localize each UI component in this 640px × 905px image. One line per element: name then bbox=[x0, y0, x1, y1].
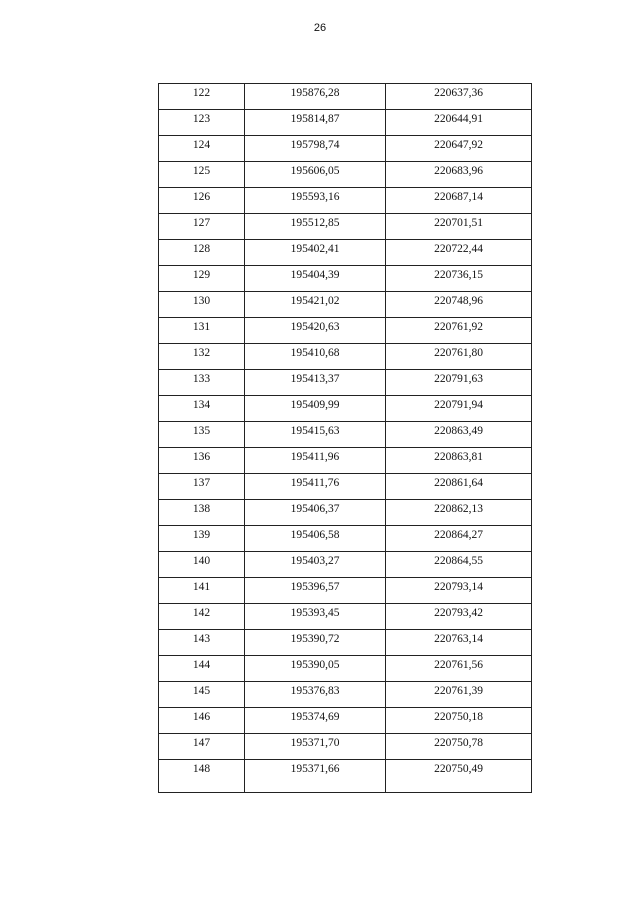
y-coordinate-cell bbox=[386, 604, 532, 630]
y-coordinate-text: 220750,78 bbox=[434, 737, 483, 749]
y-coordinate-cell bbox=[386, 240, 532, 266]
table-row bbox=[159, 526, 532, 552]
x-coordinate-text: 195406,58 bbox=[290, 529, 340, 541]
x-coordinate-text: 195409,99 bbox=[290, 399, 340, 411]
y-coordinate-cell bbox=[386, 656, 532, 682]
table-row bbox=[159, 370, 532, 396]
y-coordinate-cell bbox=[386, 448, 532, 474]
y-coordinate-cell bbox=[386, 396, 532, 422]
y-coordinate-text: 220701,51 bbox=[434, 217, 483, 229]
point-number-text: 125 bbox=[192, 165, 211, 177]
x-coordinate-text: 195420,63 bbox=[290, 321, 340, 333]
x-coordinate-text: 195606,05 bbox=[290, 165, 340, 177]
table-row bbox=[159, 240, 532, 266]
x-coordinate-cell bbox=[245, 214, 386, 240]
y-coordinate-text: 220683,96 bbox=[434, 165, 483, 177]
point-number-cell bbox=[159, 84, 245, 110]
table-row bbox=[159, 136, 532, 162]
x-coordinate-cell bbox=[245, 188, 386, 214]
point-number-text: 134 bbox=[192, 399, 211, 411]
table-row bbox=[159, 318, 532, 344]
y-coordinate-cell bbox=[386, 474, 532, 500]
table-row bbox=[159, 396, 532, 422]
coordinates-table bbox=[158, 83, 532, 793]
point-number-cell bbox=[159, 370, 245, 396]
y-coordinate-text: 220864,27 bbox=[434, 529, 483, 541]
x-coordinate-text: 195404,39 bbox=[290, 269, 340, 281]
point-number-text: 129 bbox=[192, 269, 211, 281]
y-coordinate-text: 220687,14 bbox=[434, 191, 483, 203]
point-number-text: 141 bbox=[192, 581, 211, 593]
y-coordinate-text: 220763,14 bbox=[434, 633, 483, 645]
point-number-cell bbox=[159, 162, 245, 188]
point-number-text: 124 bbox=[192, 139, 211, 151]
table-row bbox=[159, 188, 532, 214]
y-coordinate-text: 220750,18 bbox=[434, 711, 483, 723]
point-number-cell bbox=[159, 136, 245, 162]
y-coordinate-cell bbox=[386, 84, 532, 110]
table-row bbox=[159, 604, 532, 630]
point-number-cell bbox=[159, 422, 245, 448]
y-coordinate-text: 220863,81 bbox=[434, 451, 483, 463]
table-row bbox=[159, 214, 532, 240]
x-coordinate-cell bbox=[245, 500, 386, 526]
x-coordinate-cell bbox=[245, 760, 386, 793]
y-coordinate-cell bbox=[386, 708, 532, 734]
x-coordinate-text: 195421,02 bbox=[290, 295, 340, 307]
coordinates-table-body bbox=[159, 84, 532, 793]
point-number-cell bbox=[159, 214, 245, 240]
y-coordinate-text: 220761,80 bbox=[434, 347, 483, 359]
table-row bbox=[159, 266, 532, 292]
point-number-cell bbox=[159, 396, 245, 422]
y-coordinate-cell bbox=[386, 110, 532, 136]
y-coordinate-cell bbox=[386, 344, 532, 370]
x-coordinate-cell bbox=[245, 630, 386, 656]
y-coordinate-cell bbox=[386, 422, 532, 448]
point-number-text: 143 bbox=[192, 633, 211, 645]
x-coordinate-text: 195374,69 bbox=[290, 711, 340, 723]
y-coordinate-cell bbox=[386, 162, 532, 188]
point-number-text: 123 bbox=[192, 113, 211, 125]
x-coordinate-cell bbox=[245, 734, 386, 760]
point-number-cell bbox=[159, 734, 245, 760]
y-coordinate-text: 220791,63 bbox=[434, 373, 483, 385]
x-coordinate-text: 195411,96 bbox=[290, 451, 340, 463]
point-number-cell bbox=[159, 526, 245, 552]
x-coordinate-text: 195411,76 bbox=[290, 477, 340, 489]
point-number-text: 147 bbox=[192, 737, 211, 749]
x-coordinate-text: 195396,57 bbox=[290, 581, 340, 593]
point-number-text: 133 bbox=[192, 373, 211, 385]
x-coordinate-cell bbox=[245, 370, 386, 396]
point-number-text: 127 bbox=[192, 217, 211, 229]
x-coordinate-cell bbox=[245, 682, 386, 708]
x-coordinate-text: 195798,74 bbox=[290, 139, 340, 151]
point-number-text: 126 bbox=[192, 191, 211, 203]
x-coordinate-cell bbox=[245, 474, 386, 500]
x-coordinate-text: 195393,45 bbox=[290, 607, 340, 619]
point-number-text: 146 bbox=[192, 711, 211, 723]
y-coordinate-text: 220748,96 bbox=[434, 295, 483, 307]
point-number-cell bbox=[159, 266, 245, 292]
point-number-text: 131 bbox=[192, 321, 211, 333]
y-coordinate-text: 220637,36 bbox=[434, 87, 483, 99]
x-coordinate-text: 195512,85 bbox=[290, 217, 340, 229]
point-number-cell bbox=[159, 110, 245, 136]
point-number-text: 130 bbox=[192, 295, 211, 307]
point-number-text: 140 bbox=[192, 555, 211, 567]
x-coordinate-cell bbox=[245, 318, 386, 344]
x-coordinate-text: 195390,05 bbox=[290, 659, 340, 671]
point-number-cell bbox=[159, 578, 245, 604]
y-coordinate-cell bbox=[386, 760, 532, 793]
y-coordinate-cell bbox=[386, 526, 532, 552]
table-row bbox=[159, 656, 532, 682]
y-coordinate-text: 220862,13 bbox=[434, 503, 483, 515]
point-number-text: 142 bbox=[192, 607, 211, 619]
point-number-cell bbox=[159, 474, 245, 500]
x-coordinate-text: 195376,83 bbox=[290, 685, 340, 697]
y-coordinate-text: 220761,39 bbox=[434, 685, 483, 697]
x-coordinate-cell bbox=[245, 422, 386, 448]
point-number-cell bbox=[159, 188, 245, 214]
x-coordinate-cell bbox=[245, 552, 386, 578]
x-coordinate-cell bbox=[245, 110, 386, 136]
table-row bbox=[159, 760, 532, 793]
y-coordinate-text: 220644,91 bbox=[434, 113, 483, 125]
x-coordinate-cell bbox=[245, 240, 386, 266]
point-number-text: 135 bbox=[192, 425, 211, 437]
x-coordinate-text: 195390,72 bbox=[290, 633, 340, 645]
x-coordinate-text: 195413,37 bbox=[290, 373, 340, 385]
table-row bbox=[159, 630, 532, 656]
point-number-cell bbox=[159, 292, 245, 318]
table-row bbox=[159, 110, 532, 136]
x-coordinate-text: 195593,16 bbox=[290, 191, 340, 203]
table-row bbox=[159, 734, 532, 760]
y-coordinate-text: 220791,94 bbox=[434, 399, 483, 411]
y-coordinate-cell bbox=[386, 500, 532, 526]
point-number-cell bbox=[159, 240, 245, 266]
x-coordinate-text: 195415,63 bbox=[290, 425, 340, 437]
table-row bbox=[159, 708, 532, 734]
y-coordinate-text: 220863,49 bbox=[434, 425, 483, 437]
y-coordinate-cell bbox=[386, 552, 532, 578]
x-coordinate-cell bbox=[245, 708, 386, 734]
table-row bbox=[159, 344, 532, 370]
y-coordinate-cell bbox=[386, 734, 532, 760]
point-number-text: 145 bbox=[192, 685, 211, 697]
point-number-text: 128 bbox=[192, 243, 211, 255]
point-number-cell bbox=[159, 630, 245, 656]
table-row bbox=[159, 292, 532, 318]
x-coordinate-text: 195371,70 bbox=[290, 737, 340, 749]
y-coordinate-text: 220722,44 bbox=[434, 243, 483, 255]
table-row bbox=[159, 578, 532, 604]
table-row bbox=[159, 474, 532, 500]
x-coordinate-cell bbox=[245, 604, 386, 630]
y-coordinate-cell bbox=[386, 578, 532, 604]
point-number-text: 138 bbox=[192, 503, 211, 515]
point-number-text: 137 bbox=[192, 477, 211, 489]
y-coordinate-cell bbox=[386, 266, 532, 292]
y-coordinate-text: 220864,55 bbox=[434, 555, 483, 567]
x-coordinate-text: 195410,68 bbox=[290, 347, 340, 359]
point-number-cell bbox=[159, 682, 245, 708]
x-coordinate-cell bbox=[245, 266, 386, 292]
x-coordinate-text: 195371,66 bbox=[290, 763, 340, 775]
x-coordinate-cell bbox=[245, 344, 386, 370]
y-coordinate-text: 220736,15 bbox=[434, 269, 483, 281]
point-number-cell bbox=[159, 318, 245, 344]
point-number-cell bbox=[159, 708, 245, 734]
y-coordinate-cell bbox=[386, 136, 532, 162]
table-row bbox=[159, 682, 532, 708]
x-coordinate-text: 195814,87 bbox=[290, 113, 340, 125]
y-coordinate-text: 220861,64 bbox=[434, 477, 483, 489]
x-coordinate-cell bbox=[245, 292, 386, 318]
y-coordinate-text: 220647,92 bbox=[434, 139, 483, 151]
x-coordinate-text: 195402,41 bbox=[290, 243, 340, 255]
point-number-cell bbox=[159, 448, 245, 474]
y-coordinate-cell bbox=[386, 630, 532, 656]
x-coordinate-cell bbox=[245, 656, 386, 682]
x-coordinate-cell bbox=[245, 84, 386, 110]
x-coordinate-text: 195876,28 bbox=[290, 87, 340, 99]
x-coordinate-cell bbox=[245, 526, 386, 552]
x-coordinate-cell bbox=[245, 162, 386, 188]
point-number-cell bbox=[159, 552, 245, 578]
point-number-text: 144 bbox=[192, 659, 211, 671]
point-number-text: 136 bbox=[192, 451, 211, 463]
y-coordinate-text: 220761,56 bbox=[434, 659, 483, 671]
point-number-cell bbox=[159, 604, 245, 630]
point-number-text: 148 bbox=[192, 763, 211, 775]
y-coordinate-text: 220793,14 bbox=[434, 581, 483, 593]
point-number-cell bbox=[159, 500, 245, 526]
x-coordinate-cell bbox=[245, 136, 386, 162]
point-number-cell bbox=[159, 344, 245, 370]
point-number-cell bbox=[159, 760, 245, 793]
table-row bbox=[159, 162, 532, 188]
x-coordinate-text: 195403,27 bbox=[290, 555, 340, 567]
y-coordinate-cell bbox=[386, 214, 532, 240]
table-row bbox=[159, 422, 532, 448]
x-coordinate-text: 195406,37 bbox=[290, 503, 340, 515]
y-coordinate-cell bbox=[386, 370, 532, 396]
y-coordinate-text: 220750,49 bbox=[434, 763, 483, 775]
x-coordinate-cell bbox=[245, 578, 386, 604]
point-number-cell bbox=[159, 656, 245, 682]
y-coordinate-cell bbox=[386, 292, 532, 318]
table-row bbox=[159, 84, 532, 110]
y-coordinate-text: 220761,92 bbox=[434, 321, 483, 333]
y-coordinate-cell bbox=[386, 188, 532, 214]
point-number-text: 139 bbox=[192, 529, 211, 541]
table-row bbox=[159, 500, 532, 526]
page-number: 26 bbox=[313, 22, 327, 34]
y-coordinate-text: 220793,42 bbox=[434, 607, 483, 619]
point-number-text: 132 bbox=[192, 347, 211, 359]
table-row bbox=[159, 448, 532, 474]
point-number-text: 122 bbox=[192, 87, 211, 99]
x-coordinate-cell bbox=[245, 448, 386, 474]
x-coordinate-cell bbox=[245, 396, 386, 422]
table-row bbox=[159, 552, 532, 578]
y-coordinate-cell bbox=[386, 318, 532, 344]
y-coordinate-cell bbox=[386, 682, 532, 708]
